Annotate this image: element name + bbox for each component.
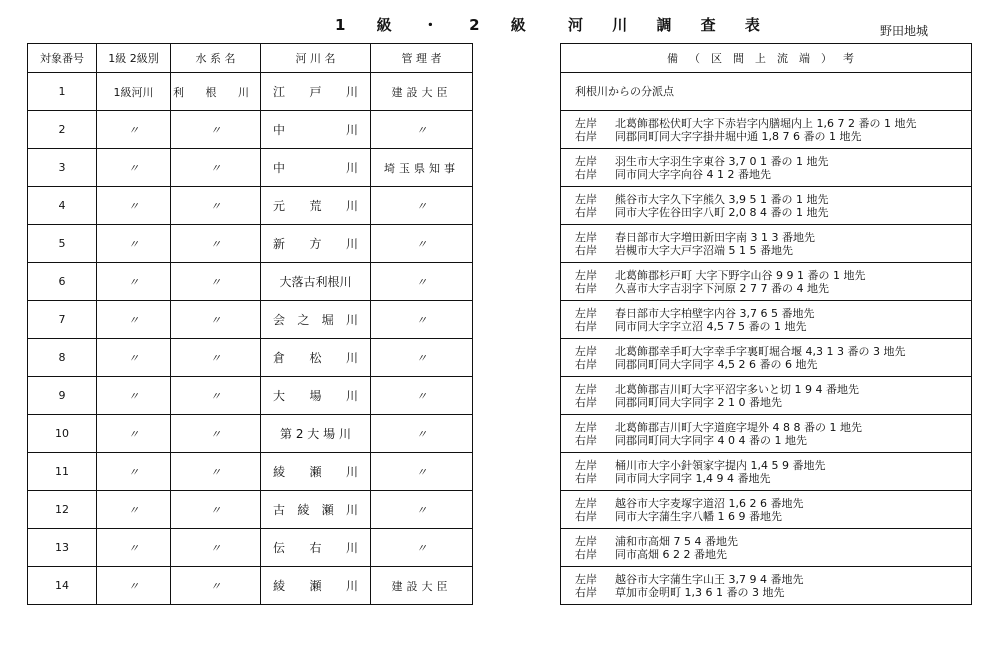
region-label: 野田地城 (880, 24, 929, 38)
remark-line (575, 193, 971, 206)
river-name-cell (261, 263, 371, 301)
right-table-header-row (561, 44, 972, 73)
header-class: 1級 2級別 (97, 44, 171, 73)
location-text: 浦和市高畑 7 5 4 番地先 (615, 534, 738, 548)
table-row (28, 491, 473, 529)
river-name-char: 新 (273, 237, 286, 251)
remark-line (575, 320, 971, 333)
river-name-char: 川 (345, 85, 358, 99)
remark-line (575, 434, 971, 447)
target-number-cell: 6 (28, 263, 97, 301)
bank-label: 左岸 (575, 496, 597, 510)
location-text: 春日部市大字増田新田字南 3 1 3 番地先 (615, 230, 815, 244)
class-cell: 〃 (97, 415, 171, 453)
remark-cell (561, 339, 972, 377)
class-cell: 〃 (97, 225, 171, 263)
remark-cell (561, 529, 972, 567)
bank-label: 左岸 (575, 230, 597, 244)
water-system-cell: 〃 (171, 415, 261, 453)
target-number-cell: 14 (28, 567, 97, 605)
remark-line (575, 472, 971, 485)
location-text: 北葛飾郡杉戸町 大字下野字山谷 9 9 1 番の 1 地先 (615, 268, 866, 282)
bank-label: 右岸 (575, 205, 597, 219)
target-number-cell: 9 (28, 377, 97, 415)
river-name-char: 川 (345, 199, 358, 213)
location-text: 同郡同町同大字同字 2 1 0 番地先 (615, 395, 782, 409)
location-text: 越谷市大字蒲生字山王 3,7 9 4 番地先 (615, 572, 804, 586)
target-number-cell: 12 (28, 491, 97, 529)
remark-row (561, 301, 972, 339)
location-text: 岩槻市大字大戸字沼端 5 1 5 番地先 (615, 243, 793, 257)
river-name-chars (271, 235, 360, 252)
location-text: 同郡同町同大字同字 4 0 4 番の 1 地先 (615, 433, 807, 447)
location-text: 同市同大字同字 1,4 9 4 番地先 (615, 471, 771, 485)
location-text: 越谷市大字麦塚字道沼 1,6 2 6 番地先 (615, 496, 804, 510)
river-name-cell (261, 453, 371, 491)
location-text: 同郡同町同大字同字 4,5 2 6 番の 6 地先 (615, 357, 818, 371)
remark-line (575, 421, 971, 434)
river-name-char: 伝 (273, 541, 286, 555)
bank-label: 左岸 (575, 534, 597, 548)
river-name-cell (261, 301, 371, 339)
remark-line (575, 244, 971, 257)
water-system-cell: 〃 (171, 453, 261, 491)
water-system-cell: 〃 (171, 567, 261, 605)
bank-label: 左岸 (575, 458, 597, 472)
river-name-chars (271, 463, 360, 480)
remark-row (561, 73, 972, 111)
remark-cell (561, 149, 972, 187)
class-cell: 1級河川 (97, 73, 171, 111)
header-water-system: 水 系 名 (171, 44, 261, 73)
remark-cell (561, 415, 972, 453)
river-name-cell (261, 187, 371, 225)
bank-label: 左岸 (575, 382, 597, 396)
river-name-char: 川 (345, 237, 358, 251)
remark-row (561, 453, 972, 491)
bank-label: 右岸 (575, 319, 597, 333)
remark-row (561, 111, 972, 149)
river-name-cell (261, 377, 371, 415)
river-name-char: 場 (309, 389, 322, 403)
table-row (28, 415, 473, 453)
river-name-chars (271, 83, 360, 100)
class-cell: 〃 (97, 187, 171, 225)
river-name-chars (271, 159, 360, 176)
target-number-cell: 2 (28, 111, 97, 149)
manager-cell: 埼玉県知事 (371, 149, 473, 187)
river-name-char: 方 (309, 237, 322, 251)
location-text: 同市同大字字向谷 4 1 2 番地先 (615, 167, 771, 181)
river-name-chars (271, 197, 360, 214)
remark-row (561, 377, 972, 415)
river-name-cell (261, 225, 371, 263)
bank-label: 右岸 (575, 243, 597, 257)
water-system-cell: 〃 (171, 529, 261, 567)
location-text: 同市大字佐谷田字八町 2,0 8 4 番の 1 地先 (615, 205, 829, 219)
remark-row (561, 339, 972, 377)
remark-cell (561, 225, 972, 263)
target-number-cell: 8 (28, 339, 97, 377)
river-list-table (27, 43, 473, 605)
river-name-char: 綾 (273, 579, 286, 593)
river-name-cell (261, 567, 371, 605)
remark-cell (561, 111, 972, 149)
table-row (28, 301, 473, 339)
river-name-chars (271, 311, 360, 328)
target-number-cell: 3 (28, 149, 97, 187)
river-name-char: 川 (345, 123, 358, 137)
target-number-cell: 4 (28, 187, 97, 225)
bank-label: 右岸 (575, 357, 597, 371)
bank-label: 右岸 (575, 509, 597, 523)
remark-line (575, 345, 971, 358)
location-text: 北葛飾郡幸手町大字幸手字裏町堀合堰 4,3 1 3 番の 3 地先 (615, 344, 906, 358)
river-name-char: 川 (345, 313, 358, 327)
location-text: 草加市金明町 1,3 6 1 番の 3 地先 (615, 585, 785, 599)
remark-line (575, 85, 971, 98)
target-number-cell: 1 (28, 73, 97, 111)
river-name-char: 倉 (273, 351, 286, 365)
water-system-cell: 〃 (171, 339, 261, 377)
remark-cell (561, 377, 972, 415)
remark-cell (561, 567, 972, 605)
river-name-char: 大 (273, 389, 286, 403)
river-name-char: 中 (273, 161, 286, 175)
class-cell: 〃 (97, 453, 171, 491)
bank-label: 右岸 (575, 129, 597, 143)
table-row (28, 377, 473, 415)
table-row (28, 567, 473, 605)
bank-label: 右岸 (575, 471, 597, 485)
water-system-cell: 〃 (171, 225, 261, 263)
remark-line (575, 548, 971, 561)
manager-cell: 〃 (371, 111, 473, 149)
class-cell: 〃 (97, 377, 171, 415)
left-table-body (28, 73, 473, 605)
header-river-name: 河 川 名 (261, 44, 371, 73)
remark-line (575, 117, 971, 130)
river-name-char: 之 (297, 313, 310, 327)
remark-cell (561, 73, 972, 111)
river-name-cell (261, 339, 371, 377)
location-text: 熊谷市大字久下字熊久 3,9 5 1 番の 1 地先 (615, 192, 829, 206)
bank-label: 左岸 (575, 116, 597, 130)
target-number-cell: 10 (28, 415, 97, 453)
location-text: 利根川からの分派点 (575, 85, 674, 98)
header-remarks: 備（区間上流端）考 (561, 44, 972, 73)
river-name-char: 綾 (273, 465, 286, 479)
remark-row (561, 529, 972, 567)
table-row (28, 73, 473, 111)
location-text: 春日部市大字柏壁字内谷 3,7 6 5 番地先 (615, 306, 815, 320)
bank-label: 右岸 (575, 547, 597, 561)
bank-label: 右岸 (575, 281, 597, 295)
remark-cell (561, 187, 972, 225)
target-number-cell: 11 (28, 453, 97, 491)
remark-line (575, 573, 971, 586)
river-name-cell (261, 111, 371, 149)
document-title-right: 河 川 調 査 表 (568, 16, 772, 34)
table-row (28, 529, 473, 567)
remark-row (561, 149, 972, 187)
manager-cell: 〃 (371, 415, 473, 453)
remark-line (575, 396, 971, 409)
river-name-char: 松 (309, 351, 322, 365)
river-name-cell (261, 415, 371, 453)
left-table-header-row (28, 44, 473, 73)
class-cell: 〃 (97, 149, 171, 187)
remark-line (575, 358, 971, 371)
river-name-char: 戸 (309, 85, 322, 99)
bank-label: 右岸 (575, 167, 597, 181)
river-name-char: 川 (345, 579, 358, 593)
location-text: 同市大字蒲生字八幡 1 6 9 番地先 (615, 509, 782, 523)
remark-line (575, 497, 971, 510)
remark-cell (561, 453, 972, 491)
river-name-cell (261, 491, 371, 529)
remark-row (561, 225, 972, 263)
remark-row (561, 491, 972, 529)
water-system-cell: 〃 (171, 263, 261, 301)
location-text: 同市高畑 6 2 2 番地先 (615, 547, 727, 561)
remark-row (561, 415, 972, 453)
river-name-char: 瀬 (309, 465, 322, 479)
river-name-chars (271, 501, 360, 518)
manager-cell: 〃 (371, 225, 473, 263)
water-system-cell: 〃 (171, 301, 261, 339)
river-name-char: 川 (345, 541, 358, 555)
manager-cell: 〃 (371, 491, 473, 529)
remark-row (561, 187, 972, 225)
water-system-cell: 〃 (171, 491, 261, 529)
class-cell: 〃 (97, 339, 171, 377)
class-cell: 〃 (97, 529, 171, 567)
bank-label: 左岸 (575, 420, 597, 434)
remark-line (575, 231, 971, 244)
location-text: 同郡同町同大字字掛井堀中通 1,8 7 6 番の 1 地先 (615, 129, 862, 143)
class-cell: 〃 (97, 263, 171, 301)
river-name-char: 川 (345, 161, 358, 175)
table-row (28, 149, 473, 187)
location-text: 北葛飾郡松伏町大字下赤岩字内膳堀内上 1,6 7 2 番の 1 地先 (615, 116, 917, 130)
river-name-char: 瀬 (309, 579, 322, 593)
target-number-cell: 7 (28, 301, 97, 339)
remark-line (575, 459, 971, 472)
table-row (28, 339, 473, 377)
target-number-cell: 13 (28, 529, 97, 567)
location-text: 同市同大字字立沼 4,5 7 5 番の 1 地先 (615, 319, 807, 333)
remark-line (575, 130, 971, 143)
water-system-cell: 〃 (171, 377, 261, 415)
water-system-cell: 〃 (171, 187, 261, 225)
river-name-chars (271, 539, 360, 556)
manager-cell: 〃 (371, 453, 473, 491)
river-name-cell (261, 529, 371, 567)
bank-label: 右岸 (575, 585, 597, 599)
river-name-chars (271, 425, 360, 442)
remark-line (575, 535, 971, 548)
manager-cell: 〃 (371, 187, 473, 225)
manager-cell: 〃 (371, 339, 473, 377)
target-number-cell: 5 (28, 225, 97, 263)
manager-cell: 建設大臣 (371, 73, 473, 111)
river-name-char: 川 (345, 351, 358, 365)
river-name-char: 第 2 大 場 川 (280, 427, 351, 441)
manager-cell: 建設大臣 (371, 567, 473, 605)
river-name-char: 川 (345, 389, 358, 403)
bank-label: 右岸 (575, 395, 597, 409)
location-text: 北葛飾郡吉川町大字平沼字多いと切 1 9 4 番地先 (615, 382, 859, 396)
class-cell: 〃 (97, 491, 171, 529)
river-name-char: 川 (345, 465, 358, 479)
manager-cell: 〃 (371, 301, 473, 339)
bank-label: 左岸 (575, 344, 597, 358)
right-table-body (561, 73, 972, 605)
class-cell: 〃 (97, 301, 171, 339)
header-manager: 管 理 者 (371, 44, 473, 73)
bank-label: 左岸 (575, 572, 597, 586)
table-row (28, 263, 473, 301)
manager-cell: 〃 (371, 377, 473, 415)
location-text: 久喜市大字吉羽字下河原 2 7 7 番の 4 地先 (615, 281, 829, 295)
bank-label: 左岸 (575, 192, 597, 206)
bank-label: 右岸 (575, 433, 597, 447)
river-name-chars (271, 121, 360, 138)
location-text: 桶川市大字小針領家字提内 1,4 5 9 番地先 (615, 458, 826, 472)
remark-line (575, 282, 971, 295)
remark-line (575, 383, 971, 396)
remark-line (575, 206, 971, 219)
manager-cell: 〃 (371, 529, 473, 567)
river-name-char: 川 (345, 503, 358, 517)
location-text: 羽生市大字羽生字東谷 3,7 0 1 番の 1 地先 (615, 154, 829, 168)
river-name-char: 右 (309, 541, 322, 555)
river-name-char: 江 (273, 85, 286, 99)
river-name-char: 綾 (297, 503, 310, 517)
remark-cell (561, 491, 972, 529)
river-name-char: 古 (273, 503, 286, 517)
river-name-cell (261, 73, 371, 111)
class-cell: 〃 (97, 567, 171, 605)
river-name-char: 堀 (321, 313, 334, 327)
table-row (28, 187, 473, 225)
river-name-char: 瀬 (321, 503, 334, 517)
table-row (28, 111, 473, 149)
remark-row (561, 263, 972, 301)
remark-line (575, 510, 971, 523)
remark-line (575, 586, 971, 599)
bank-label: 左岸 (575, 154, 597, 168)
water-system-cell: 〃 (171, 111, 261, 149)
river-name-char: 荒 (309, 199, 322, 213)
remark-line (575, 307, 971, 320)
remark-row (561, 567, 972, 605)
location-text: 北葛飾郡吉川町大字道庭字堤外 4 8 8 番の 1 地先 (615, 420, 862, 434)
class-cell: 〃 (97, 111, 171, 149)
remark-line (575, 155, 971, 168)
river-name-chars (271, 273, 360, 290)
manager-cell: 〃 (371, 263, 473, 301)
remark-cell (561, 263, 972, 301)
table-row (28, 453, 473, 491)
remark-line (575, 269, 971, 282)
header-target-number: 対象番号 (28, 44, 97, 73)
river-name-chars (271, 349, 360, 366)
bank-label: 左岸 (575, 268, 597, 282)
river-name-chars (271, 387, 360, 404)
document-title-left: 1 級 ・ 2 級 (335, 16, 539, 34)
river-name-char: 中 (273, 123, 286, 137)
water-system-cell: 利 根 川 (171, 73, 261, 111)
table-row (28, 225, 473, 263)
river-name-char: 大落古利根川 (279, 275, 352, 289)
water-system-cell: 〃 (171, 149, 261, 187)
remark-line (575, 168, 971, 181)
river-name-cell (261, 149, 371, 187)
bank-label: 左岸 (575, 306, 597, 320)
remark-cell (561, 301, 972, 339)
river-name-char: 元 (273, 199, 286, 213)
river-name-char: 会 (273, 313, 286, 327)
river-name-chars (271, 577, 360, 594)
remarks-table (560, 43, 972, 605)
